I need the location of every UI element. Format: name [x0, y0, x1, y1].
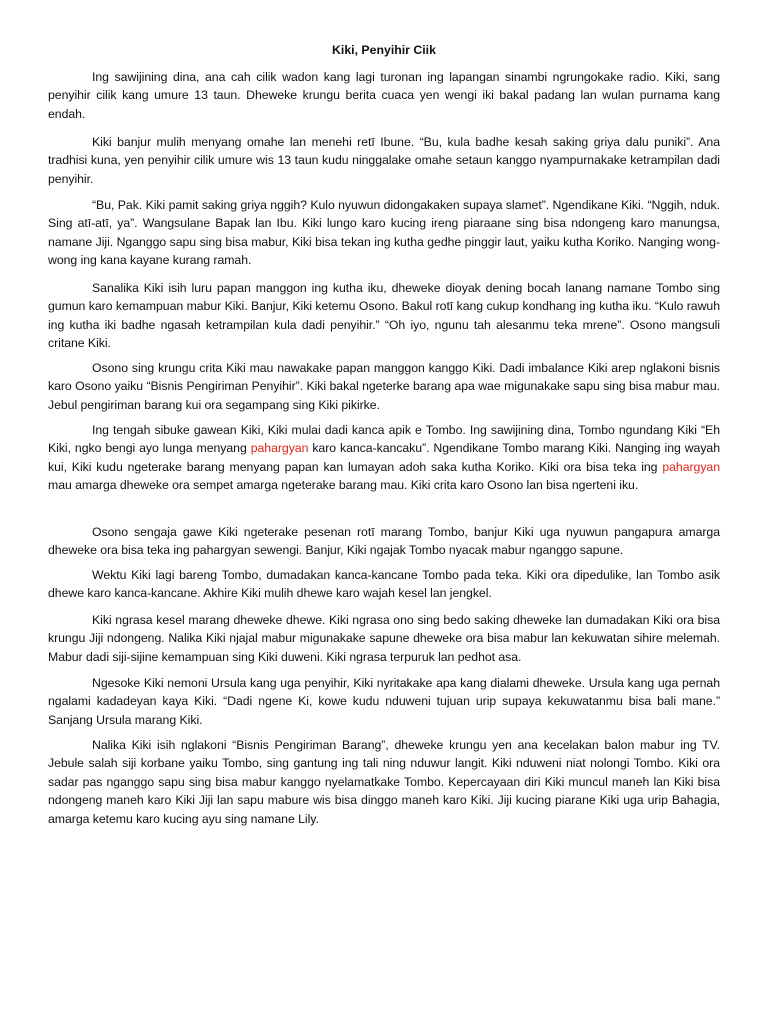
- paragraph-8: [48, 566, 720, 603]
- paragraph-2-text: Kiki banjur mulih menyang omahe lan menehi retī Ibune. “Bu, kula badhe kesah saking griya dalu puniki”. Ana tradhisi kuna, yen penyihir cilik umure wis 13 taun kudu ninggalake omahe setaun kanggo nyampurnakake ketrampilan dadi penyihir.: [48, 135, 720, 186]
- paragraph-6-text: karo kanca-kancaku”. Ngendikane Tombo marang Kiki. Nanging ing wayah kui, Kiki kudu ngeterake barang menyang papan kan lumayan adoh saka kutha Koriko. Kiki ora bisa teka ing: [48, 441, 721, 474]
- paragraph-6-text: Ing tengah sibuke gawean Kiki, Kiki mulai dadi kanca apik e Tombo. Ing sawijining dina, Tombo ngundang Kiki “Eh Kiki, ngko bengi ayo lunga menyang: [48, 423, 720, 456]
- paragraph-10: [48, 674, 720, 729]
- paragraph-9: [48, 611, 720, 666]
- paragraph-4-text: Sanalika Kiki isih luru papan manggon ing kutha iku, dheweke dioyak dening bocah lanang namane Tombo sing gumun karo kemampuan mabur Kiki. Banjur, Kiki ketemu Osono. Bakul rotī kang cukup kondhang ing kutha iku. “Kulo rawuh ing kutha iki badhe ngasah ketrampilan kula dadi penyihir.” “Oh iyo, ngunu tah alesanmu teka mrene”. Osono mangsuli critane Kiki.: [48, 281, 720, 351]
- paragraph-3: [48, 196, 720, 270]
- paragraph-1: [48, 68, 720, 123]
- paragraph-1-text: Ing sawijining dina, ana cah cilik wadon kang lagi turonan ing lapangan sinambi ngrungokake radio. Kiki, sang penyihir cilik kang umure 13 taun. Dheweke krungu berita cuaca yen wengi iki bakal padang lan wulan purnama kang endah.: [48, 70, 720, 121]
- document-title: Kiki, Penyihir Ciik: [332, 43, 436, 57]
- paragraph-4: [48, 279, 720, 353]
- paragraph-11-text: Nalika Kiki isih nglakoni “Bisnis Pengiriman Barang”, dheweke krungu yen ana kecelakan balon mabur ing TV. Jebule salah siji korbane yaiku Tombo, sing gantung ing tali ning nduwur langit. Kiki nduweni niat nolongi Tombo. Kiki ora sadar pas nganggo sapu sing bisa mabur kanggo nyelamatkake Tombo. Kepercayaan diri Kiki muncul maneh lan Kiki bisa ndongeng maneh karo Kiki Jiji lan sapu mabure wis bisa dinggo maneh karo Kiki. Jiji kucing piarane Kiki uga urip Bahagia, amarga ketemu karo kucing ayu sing namane Lily.: [48, 738, 720, 826]
- paragraph-5-text: Osono sing krungu crita Kiki mau nawakake papan manggon kanggo Kiki. Dadi imbalance Kiki arep nglakoni bisnis karo Osono yaiku “Bisnis Pengiriman Penyihir”. Kiki bakal ngeterke barang apa wae migunakake sapu sing bisa mabur mau. Jebul pengiriman barang kui ora segampang sing Kiki pikirke.: [48, 361, 720, 412]
- paragraph-7: [48, 523, 720, 560]
- paragraph-3-text: “Bu, Pak. Kiki pamit saking griya nggih? Kulo nyuwun didongakaken supaya slamet”. Ngendikane Kiki. “Nggih, nduk. Sing atī-atī, ya”. Wangsulane Bapak lan Ibu. Kiki lungo karo kucing ireng piaraane sing bisa ndongeng karo manungsa, namane Jiji. Nganggo sapu sing bisa mabur, Kiki bisa tekan ing kutha gedhe pinggir laut, yaiku kutha Koriko. Nanging wong-wong ing kana kayane kurang ramah.: [48, 198, 720, 268]
- paragraph-7-text: Osono sengaja gawe Kiki ngeterake pesenan rotī marang Tombo, banjur Kiki uga nyuwun pangapura amarga dheweke ora bisa teka ing pahargyan sewengi. Banjur, Kiki ngajak Tombo nyacak mabur nganggo sapune.: [48, 525, 720, 558]
- paragraph-5: [48, 359, 720, 414]
- paragraph-6-text: mau amarga dheweke ora sempet amarga ngeterake barang mau. Kiki crita karo Osono lan bisa ngerteni iku.: [48, 478, 639, 493]
- paragraph-9-text: Kiki ngrasa kesel marang dheweke dhewe. Kiki ngrasa ono sing bedo saking dheweke lan dumadakan Kiki ora bisa krungu Jiji ndongeng. Nalika Kiki njajal mabur migunakake sapune dheweke ora bisa mabur lan kekuwatan sihire melemah. Mabur dadi siji-sijine kemampuan sing Kiki duweni. Kiki ngrasa terpuruk lan pedhot asa.: [48, 613, 720, 664]
- highlighted-word: pahargyan: [662, 459, 720, 474]
- paragraph-11: [48, 736, 720, 828]
- paragraph-8-text: Wektu Kiki lagi bareng Tombo, dumadakan kanca-kancane Tombo pada teka. Kiki ora dipedulike, lan Tombo asik dhewe karo kanca-kancane. Akhire Kiki mulih dhewe karo wajah kesel lan jengkel.: [48, 568, 720, 601]
- paragraph-10-text: Ngesoke Kiki nemoni Ursula kang uga penyihir, Kiki nyritakake apa kang dialami dheweke. Ursula kang uga pernah ngalami kadadeyan kaya Kiki. “Dadi ngene Ki, kowe kudu nduweni tujuan urip supaya kekuwatanmu bisa bali mane.” Sanjang Ursula marang Kiki.: [48, 676, 720, 727]
- highlighted-word: pahargyan: [250, 441, 309, 456]
- paragraph-6: [48, 421, 720, 495]
- paragraph-2: [48, 133, 720, 188]
